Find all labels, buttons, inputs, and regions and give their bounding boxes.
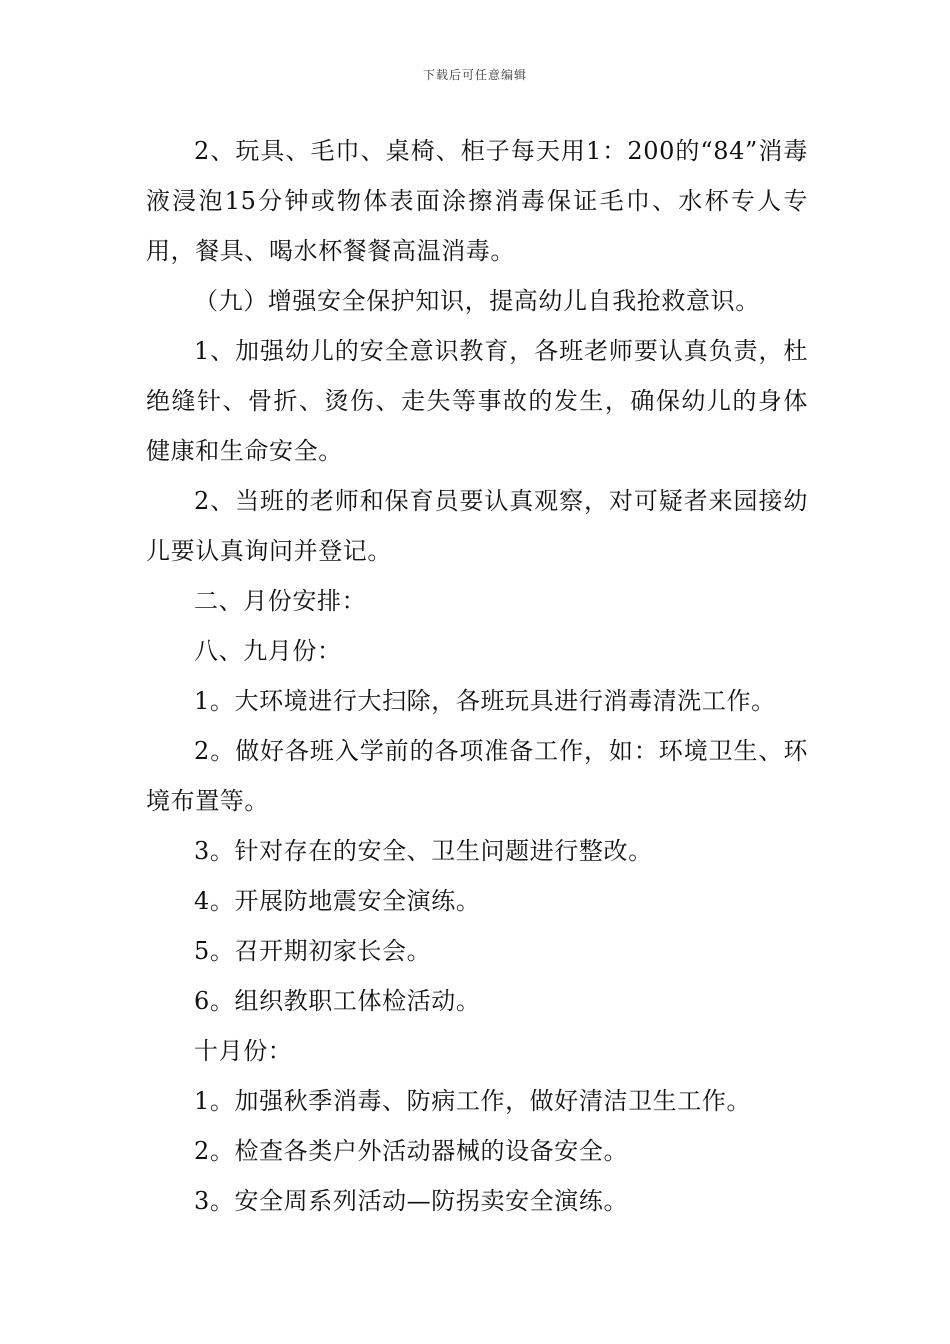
paragraph-aug-sep-item-2: 2。做好各班入学前的各项准备工作，如：环境卫生、环境布置等。: [146, 737, 808, 815]
paragraph-aug-sep-item-4: 4。开展防地震安全演练。: [194, 887, 481, 915]
paragraph-october-item-3: 3。安全周系列活动—防拐卖安全演练。: [194, 1187, 629, 1215]
paragraph-aug-sep-item-3: 3。针对存在的安全、卫生问题进行整改。: [194, 837, 653, 865]
paragraph-aug-sep-item-5: 5。召开期初家长会。: [194, 937, 432, 965]
paragraph-aug-sep-item-6: 6。组织教职工体检活动。: [194, 987, 481, 1015]
paragraph-section-nine-heading: （九）增强安全保护知识，提高幼儿自我抢救意识。: [194, 287, 760, 315]
paragraph-october-heading: 十月份：: [194, 1037, 293, 1065]
paragraph-aug-sep-item-1: 1。大环境进行大扫除，各班玩具进行消毒清洗工作。: [194, 687, 776, 715]
paragraph-safety-education: 1、加强幼儿的安全意识教育，各班老师要认真负责，杜绝缝针、骨折、烫伤、走失等事故的发生，确保幼儿的身体健康和生命安全。: [146, 337, 808, 465]
paragraph-pickup-registration: 2、当班的老师和保育员要认真观察，对可疑者来园接幼儿要认真询问并登记。: [146, 487, 808, 565]
page-header: 下载后可任意编辑: [422, 68, 527, 82]
paragraph-october-item-1: 1。加强秋季消毒、防病工作，做好清洁卫生工作。: [194, 1087, 752, 1115]
document-body: [146, 126, 808, 1226]
paragraph-aug-sep-heading: 八、九月份：: [194, 637, 342, 665]
paragraph-disinfection-toys: 2、玩具、毛巾、桌椅、柜子每天用1：200的“84”消毒液浸泡15分钟或物体表面涂擦消毒保证毛巾、水杯专人专用，餐具、喝水杯餐餐高温消毒。: [146, 137, 808, 265]
paragraph-october-item-2: 2。检查各类户外活动器械的设备安全。: [194, 1137, 629, 1165]
paragraph-monthly-schedule-heading: 二、月份安排：: [194, 587, 367, 615]
